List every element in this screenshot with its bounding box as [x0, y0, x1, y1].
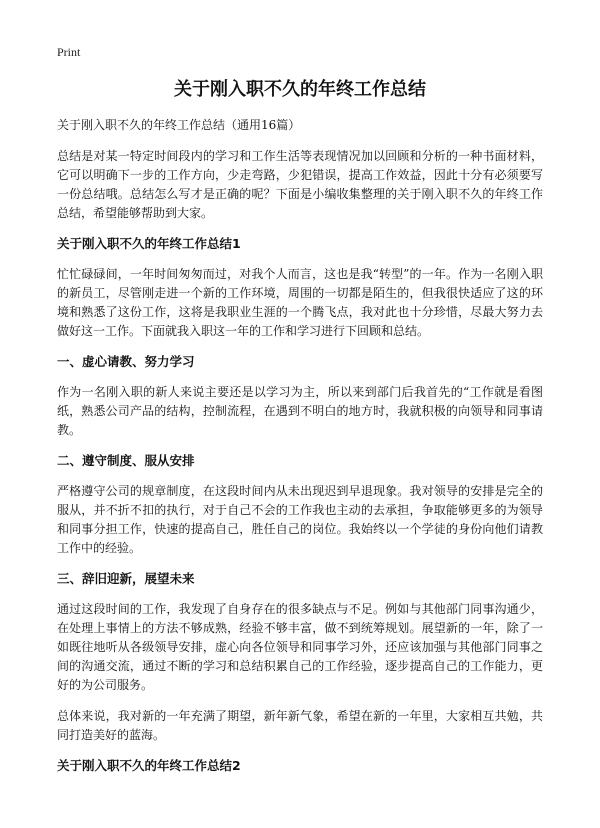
- section-2-paragraph: 严格遵守公司的规章制度，在这段时间内从未出现迟到早退现象。我对领导的安排是完全的服从，并不折不扣的执行，对于自己不会的工作我也主动的去承担，争取能够更多的为领导和同事分担工作，快速的提高自己，胜任自己的岗位。我始终以一个学徒的身份向他们请教工作中的经验。: [57, 484, 543, 555]
- document-title: 关于刚入职不久的年终工作总结: [174, 79, 426, 100]
- intro-paragraph: 总结是对某一特定时间段内的学习和工作生活等表现情况加以回顾和分析的一种书面材料，它可以明确下一步的工作方向，少走弯路，少犯错误，提高工作效益，因此十分有必须要写一份总结哦。总结怎么写才是正确的呢？下面是小编收集整理的关于刚入职不久的年终工作总结，希望能够帮助到大家。: [57, 149, 543, 220]
- print-link[interactable]: Print: [57, 45, 81, 59]
- article-heading-1: 关于刚入职不久的年终工作总结1: [57, 236, 241, 251]
- section-heading-1: 一、虚心请教、努力学习: [57, 354, 195, 369]
- article-heading-2: 关于刚入职不久的年终工作总结2: [57, 758, 241, 773]
- section-heading-2: 二、遵守制度、服从安排: [57, 453, 195, 468]
- document-subtitle: 关于刚入职不久的年终工作总结（通用16篇）: [57, 118, 301, 132]
- section-heading-3: 三、辞旧迎新，展望未来: [57, 571, 195, 586]
- section-1-paragraph: 作为一名刚入职的新人来说主要还是以学习为主，所以来到部门后我首先的“工作就是看图纸，熟悉公司产品的结构，控制流程，在遇到不明白的地方时，我就积极的向领导和同事请教。: [57, 385, 543, 437]
- closing-paragraph: 总体来说，我对新的一年充满了期望，新年新气象，希望在新的一年里，大家相互共勉，共同打造美好的蓝海。: [57, 709, 543, 742]
- article-1-paragraph: 忙忙碌碌间，一年时间匆匆而过，对我个人而言，这也是我“转型”的一年。作为一名刚入职的新员工，尽管刚走进一个新的工作环境，周围的一切都是陌生的，但我很快适应了这的环境和熟悉了这份工作，这将是我职业生涯的一个腾飞点，我对此也十分珍惜，尽最大努力去做好这一工作。下面就我入职这一年的工作和学习进行下回顾和总结。: [57, 267, 543, 338]
- section-3-paragraph: 通过这段时间的工作，我发现了自身存在的很多缺点与不足。例如与其他部门同事沟通少，在处理上事情上的方法不够成熟，经验不够丰富，做不到统筹规划。展望新的一年，除了一如既往地听从各级领导安排，虚心向各位领导和同事学习外，还应该加强与其他部门同事之间的沟通交流，通过不断的学习和总结积累自己的工作经验，逐步提高自己的工作能力，更好的为公司服务。: [57, 602, 543, 692]
